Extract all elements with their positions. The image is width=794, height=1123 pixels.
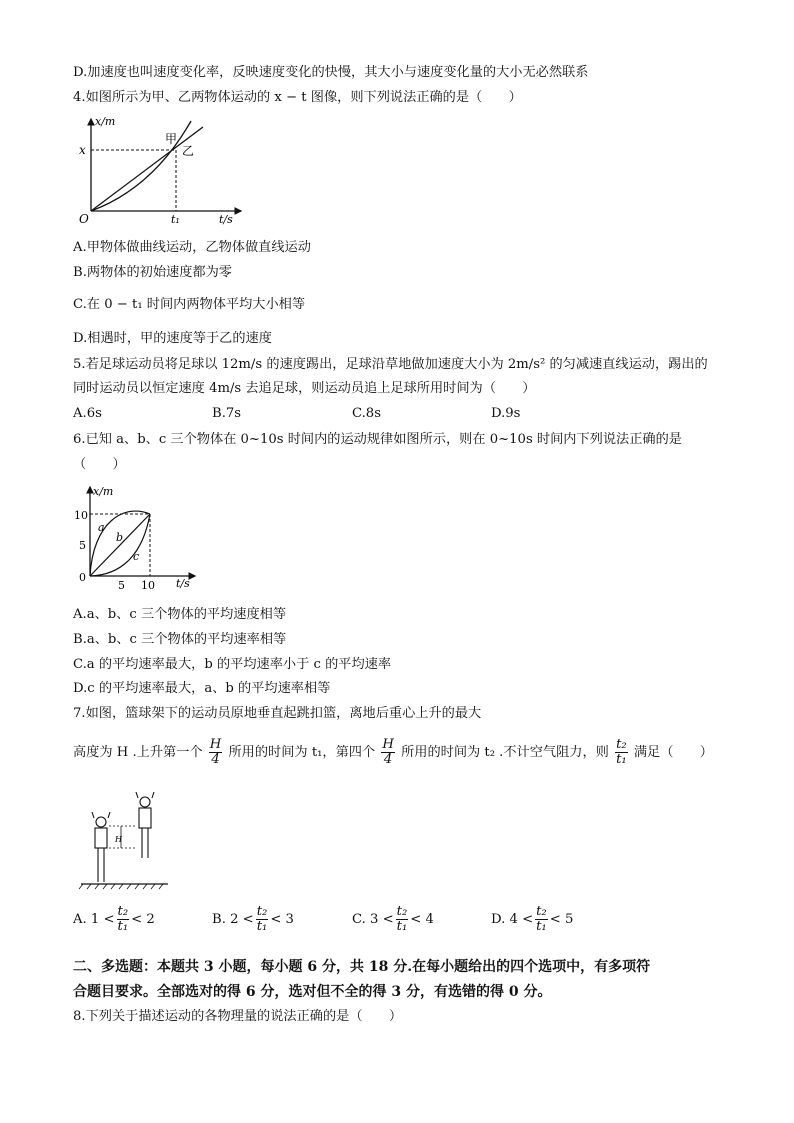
- q7-jumper-figure: [73, 786, 178, 891]
- q4-ymark: x: [79, 143, 86, 157]
- q7-frac-num: H: [209, 737, 222, 752]
- q7-d-frac: [535, 905, 548, 934]
- q7-d-post: < 5: [549, 912, 574, 927]
- q6-x5: 5: [118, 579, 125, 592]
- q4-xt-graph: [73, 113, 248, 228]
- q5-stem-2: 同时运动员以恒定速度 4m/s 去追足球，则运动员追上足球所用时间为（ ）: [73, 381, 536, 396]
- q4-option-b: B.两物体的初始速度都为零: [73, 265, 232, 280]
- q6-label-c: c: [133, 550, 140, 563]
- q4-label-yi: 乙: [182, 144, 195, 158]
- q6-x10: 10: [141, 579, 155, 592]
- q6-option-a: A.a、b、c 三个物体的平均速度相等: [73, 607, 287, 622]
- q7-stem-1: 7.如图，篮球架下的运动员原地垂直起跳扣篮，离地后重心上升的最大: [73, 706, 482, 721]
- q5-option-a: A.6s: [73, 406, 102, 421]
- q4-xlabel: t/s: [219, 213, 233, 226]
- q5-option-d: D.9s: [491, 406, 521, 421]
- q7-d-num: t₂: [536, 904, 547, 919]
- q6-stem-2: （ ）: [73, 457, 126, 472]
- q6-y5: 5: [79, 539, 86, 552]
- q5-option-b: B.7s: [212, 406, 242, 421]
- q7-stem-2a: 高度为 H .上升第一个: [73, 745, 203, 760]
- q7-option-b: [212, 905, 294, 934]
- q7-figure-h: H: [115, 835, 122, 844]
- q7-stem-2: [73, 737, 713, 769]
- q7-d-den: t₁: [536, 919, 547, 934]
- q7-b-post: < 3: [270, 912, 294, 927]
- q6-label-b: b: [116, 531, 124, 544]
- q7-c-num: t₂: [396, 904, 408, 919]
- q4-option-d: D.相遇时，甲的速度等于乙的速度: [73, 331, 272, 346]
- q7-c-frac: [396, 905, 409, 934]
- q7-option-d: [491, 905, 573, 934]
- q5-option-c: C.8s: [352, 406, 381, 421]
- q7-b-frac: [256, 905, 269, 934]
- player-standing-icon: [92, 812, 110, 882]
- q7-frac-num: H: [382, 737, 394, 752]
- q4-xmark: t₁: [171, 213, 180, 226]
- q6-option-c: C.a 的平均速率最大，b 的平均速率小于 c 的平均速率: [73, 657, 392, 672]
- q6-xlabel: t/s: [176, 577, 190, 590]
- q4-label-jia: 甲: [165, 132, 178, 146]
- q7-d-pre: D. 4 <: [491, 912, 534, 927]
- q7-c-post: < 4: [410, 912, 434, 927]
- q7-option-c: [352, 905, 434, 934]
- q3-option-d: D.加速度也叫速度变化率，反映速度变化的快慢，其大小与速度变化量的大小无必然联系: [73, 65, 589, 80]
- q7-a-post: < 2: [131, 912, 155, 927]
- q6-xt-graph: [73, 483, 203, 593]
- q4-stem: 4.如图所示为甲、乙两物体运动的 x − t 图像，则下列说法正确的是（ ）: [73, 90, 522, 105]
- q7-a-pre: A. 1 <: [73, 912, 115, 927]
- q4-line-yi: [91, 127, 203, 211]
- q7-ratio: [615, 738, 628, 767]
- section2-heading-1: 二、多选题：本题共 3 小题，每小题 6 分，共 18 分.在每小题给出的四个选项中，有多项符: [73, 959, 651, 975]
- q4-origin: O: [79, 212, 89, 226]
- player-jumping-icon: [136, 792, 154, 858]
- q7-a-den: t₁: [117, 919, 129, 934]
- q7-b-num: t₂: [256, 904, 268, 919]
- q6-option-d: D.c 的平均速率最大，a、b 的平均速率相等: [73, 681, 331, 696]
- q7-option-a: [73, 905, 155, 934]
- q4-option-c: C.在 0 − t₁ 时间内两物体平均大小相等: [73, 297, 306, 312]
- q7-a-num: t₂: [117, 904, 129, 919]
- q7-frac-h4-first: [209, 738, 223, 767]
- q7-b-den: t₁: [256, 919, 268, 934]
- q7-b-pre: B. 2 <: [212, 912, 254, 927]
- q7-frac-h4-fourth: [381, 738, 395, 767]
- q7-a-frac: [117, 905, 130, 934]
- q8-stem: 8.下列关于描述运动的各物理量的说法正确的是（ ）: [73, 1009, 403, 1024]
- q6-stem-1: 6.已知 a、b、c 三个物体在 0~10s 时间内的运动规律如图所示，则在 0~10s 时间内下列说法正确的是: [73, 432, 682, 447]
- q5-stem-1: 5.若足球运动员将足球以 12m/s 的速度踢出，足球沿草地做加速度大小为 2m/s² 的匀减速直线运动，踢出的: [73, 357, 708, 372]
- q7-stem-2c: 所用的时间为 t₂ .不计空气阻力，则: [401, 745, 609, 760]
- q6-option-b: B.a、b、c 三个物体的平均速率相等: [73, 632, 287, 647]
- q7-ratio-den: t₁: [616, 752, 627, 767]
- q7-ratio-num: t₂: [616, 737, 627, 752]
- q7-frac-den: 4: [211, 752, 220, 767]
- q4-ylabel: x/m: [95, 115, 116, 128]
- q7-stem-2d: 满足（ ）: [633, 745, 713, 760]
- q7-stem-2b: 所用的时间为 t₁，第四个: [228, 745, 376, 760]
- q6-ylabel: x/m: [93, 485, 114, 498]
- ground-hatch: [79, 884, 163, 889]
- q7-frac-den: 4: [383, 752, 393, 767]
- q6-origin: 0: [79, 571, 86, 584]
- section2-heading-2: 合题目要求。全部选对的得 6 分，选对但不全的得 3 分，有选错的得 0 分。: [73, 984, 552, 1000]
- q6-label-a: a: [98, 521, 105, 534]
- q7-c-pre: C. 3 <: [352, 912, 394, 927]
- q7-c-den: t₁: [396, 919, 408, 934]
- q4-option-a: A.甲物体做曲线运动，乙物体做直线运动: [73, 240, 311, 255]
- q6-y10: 10: [74, 509, 88, 522]
